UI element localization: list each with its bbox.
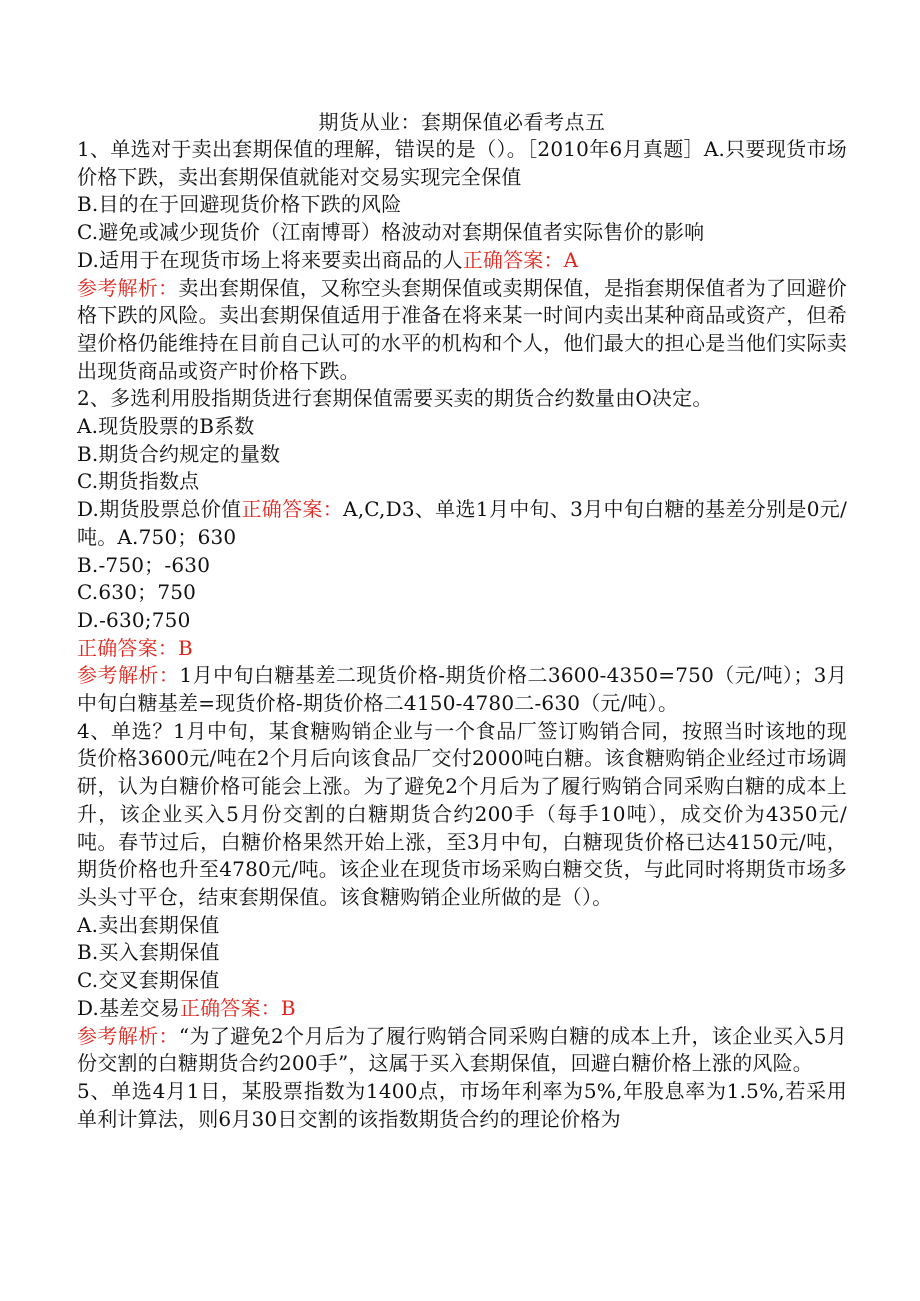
q4-analysis-label: 参考解析： — [77, 1023, 179, 1048]
q2-option-b: B.期货合约规定的量数 — [77, 441, 281, 466]
q3-analysis-block — [77, 662, 847, 717]
q4-analysis-block — [77, 1023, 847, 1078]
q1-option-d-line — [77, 247, 847, 275]
q1-answer: 正确答案：A — [462, 247, 579, 272]
q4-stem: 4、单选？1月中旬，某食糖购销企业与一个食品厂签订购销合同，按照当时该地的现货价格3600元/吨在2个月后向该食品厂交付2000吨白糖。该食糖购销企业经过市场调研，认为白糖价格可能会上涨。为了避免2个月后为了履行购销合同采购白糖的成本上升，该企业买入5月份交割的白糖期货合约200手（每手10吨），成交价为4350元/吨。春节过后，白糖价格果然开始上涨，至3月中旬，白糖现货价格已达4150元/吨，期货价格也升至4780元/吨。该企业在现货市场采购白糖交货，与此同时将期货市场多头头寸平仓，结束套期保值。该食糖购销企业所做的是（）。 — [77, 718, 847, 909]
q1-analysis-block — [77, 275, 847, 386]
q4-answer: 正确答案：B — [179, 995, 296, 1020]
document-page — [77, 108, 847, 1133]
q2-answer-value: A,C,D — [343, 497, 402, 522]
q1-analysis-label: 参考解析： — [77, 275, 179, 300]
q4-option-b: B.买入套期保值 — [77, 940, 220, 965]
q3-option-d: D.-630;750 — [77, 607, 191, 632]
q4-option-a: A.卖出套期保值 — [77, 912, 220, 937]
document-title: 期货从业：套期保值必看考点五 — [318, 110, 606, 134]
q1-stem: 1、单选对于卖出套期保值的理解，错误的是（）。［2010年6月真题］A.只要现货市场价格下跌，卖出套期保值就能对交易实现完全保值 — [77, 137, 847, 189]
q3-answer: 正确答案：B — [77, 635, 193, 660]
q5-stem: 5、单选4月1日，某股票指数为1400点，市场年利率为5%,年股息率为1.5%,若采用单利计算法，则6月30日交割的该指数期货合约的理论价格为 — [77, 1078, 847, 1131]
q3-stem: 3、单选1月中旬、3月中旬白糖的基差分别是0元/吨。A.750；630 — [77, 497, 848, 549]
q1-analysis: 卖出套期保值，又称空头套期保值或卖期保值，是指套期保值者为了回避价格下跌的风险。卖出套期保值适用于准备在将来某一时间内卖出某种商品或资产，但希望价格仍能维持在目前自己认可的水平的机构和个人，他们最大的担心是当他们实际卖出现货商品或资产时价格下跌。 — [77, 275, 847, 383]
q4-analysis: “为了避免2个月后为了履行购销合同采购白糖的成本上升，该企业买入5月份交割的白糖期货合约200手”，这属于买入套期保值，回避白糖价格上涨的风险。 — [77, 1023, 847, 1076]
q2-answer-label: 正确答案： — [241, 497, 344, 522]
q2-option-a: A.现货股票的B系数 — [77, 414, 255, 439]
q2-option-c: C.期货指数点 — [77, 469, 200, 494]
q3-option-c: C.630；750 — [77, 580, 197, 605]
q2-stem: 2、多选利用股指期货进行套期保值需要买卖的期货合约数量由O决定。 — [77, 386, 713, 411]
q1-option-b: B.目的在于回避现货价格下跌的风险 — [77, 192, 402, 217]
q1-option-d: D.适用于在现货市场上将来要卖出商品的人 — [77, 247, 463, 272]
q2-q3-combined-line — [77, 496, 847, 551]
q1-option-c: C.避免或减少现货价（江南博哥）格波动对套期保值者实际售价的影响 — [77, 220, 705, 245]
q3-option-b: B.-750；-630 — [77, 552, 211, 577]
q2-option-d: D.期货股票总价值 — [77, 497, 242, 522]
q4-option-d-line — [77, 995, 847, 1023]
q3-analysis: 1月中旬白糖基差二现货价格-期货价格二3600-4350=750（元/吨）；3月中旬白糖基差=现货价格-期货价格二4150-4780二-630（元/吨）。 — [77, 663, 848, 716]
q4-option-c: C.交叉套期保值 — [77, 968, 220, 993]
q4-option-d: D.基差交易 — [77, 995, 180, 1020]
q3-analysis-label: 参考解析： — [77, 663, 180, 688]
